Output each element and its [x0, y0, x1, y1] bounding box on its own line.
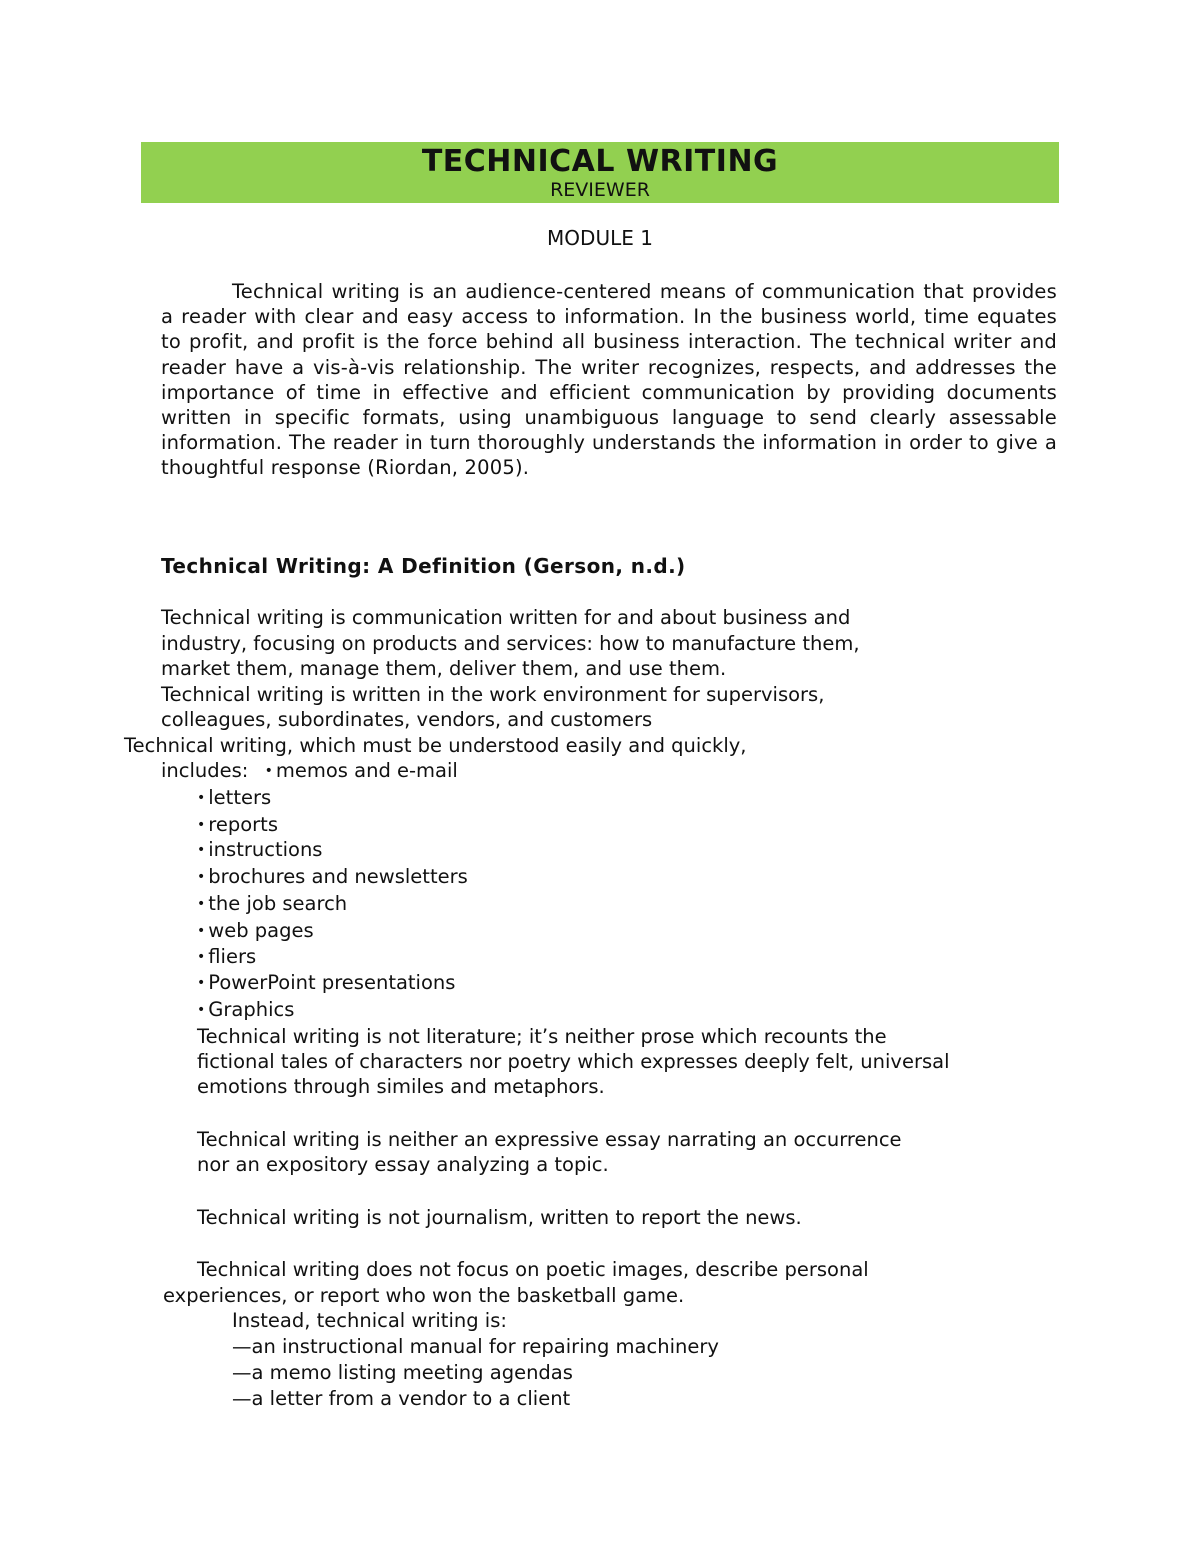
list-item [197, 997, 294, 1023]
list-item-text: PowerPoint presentations [208, 971, 456, 994]
instead-line: Instead, technical writing is: [232, 1309, 507, 1332]
list-item [197, 944, 256, 970]
definition-line: Technical writing, which must be understood easily and quickly, [124, 734, 747, 757]
includes-line [161, 758, 458, 784]
bullet-icon: • [197, 1002, 206, 1018]
bullet-icon: • [197, 842, 206, 858]
includes-label: includes: [161, 759, 249, 782]
list-item [197, 785, 271, 811]
definition-heading: Technical Writing: A Definition (Gerson, n.d.) [161, 554, 686, 578]
not-poetic-line: Technical writing does not focus on poetic images, describe personal [197, 1258, 869, 1281]
list-item [197, 812, 278, 838]
list-item-text: the job search [208, 892, 348, 915]
bullet-icon: • [197, 975, 206, 991]
list-item [197, 837, 322, 863]
list-item-text: brochures and newsletters [208, 865, 468, 888]
list-item-text: letters [208, 786, 272, 809]
list-item [197, 970, 455, 996]
definition-line: Technical writing is written in the work environment for supervisors, [161, 683, 825, 706]
list-item-text: Graphics [208, 998, 295, 1021]
bullet-icon: • [197, 817, 206, 833]
list-item-text: reports [208, 813, 278, 836]
instead-item: —a memo listing meeting agendas [232, 1361, 573, 1384]
bullet-icon: • [264, 763, 273, 779]
list-item: memos and e-mail [275, 759, 458, 782]
bullet-icon: • [197, 790, 206, 806]
not-literature-line: Technical writing is not literature; it’s neither prose which recounts the [197, 1025, 887, 1048]
instead-item: —a letter from a vendor to a client [232, 1387, 571, 1410]
not-poetic-line: experiences, or report who won the basketball game. [163, 1284, 685, 1307]
not-essay-line: nor an expository essay analyzing a topic. [197, 1153, 609, 1176]
not-literature-line: fictional tales of characters nor poetry which expresses deeply felt, universal [197, 1050, 950, 1073]
bullet-icon: • [197, 896, 206, 912]
instead-item: —an instructional manual for repairing machinery [232, 1335, 719, 1358]
document-title: TECHNICAL WRITING [421, 144, 779, 179]
list-item-text: fliers [208, 945, 257, 968]
bullet-icon: • [197, 869, 206, 885]
intro-paragraph: Technical writing is an audience-centered means of communication that provides a reader with clear and easy access to information. In the business world, time equates to profit, and profit is the force behind all business interaction. The technical writer and reader have a vis-à-vis relationship. The writer recognizes, respects, and addresses the importance of time in effective and efficient communication by providing documents written in specific formats, using unambiguous language to send clearly assessable information. The reader in turn thoroughly understands the information in order to give a thoughtful response (Riordan, 2005). [161, 280, 1057, 480]
list-item-text: instructions [208, 838, 323, 861]
definition-line: colleagues, subordinates, vendors, and customers [161, 708, 653, 731]
bullet-icon: • [197, 923, 206, 939]
title-banner [141, 142, 1059, 203]
definition-line: market them, manage them, deliver them, and use them. [161, 657, 727, 680]
list-item [197, 918, 314, 944]
document-subtitle: REVIEWER [550, 179, 650, 201]
not-essay-line: Technical writing is neither an expressive essay narrating an occurrence [197, 1128, 902, 1151]
list-item-text: web pages [208, 919, 314, 942]
definition-line: Technical writing is communication written for and about business and [161, 606, 851, 629]
not-journalism-line: Technical writing is not journalism, written to report the news. [197, 1206, 802, 1229]
list-item [197, 864, 468, 890]
definition-line: industry, focusing on products and services: how to manufacture them, [161, 632, 860, 655]
list-item [197, 891, 347, 917]
module-heading: MODULE 1 [547, 226, 653, 250]
bullet-icon: • [197, 949, 206, 965]
not-literature-line: emotions through similes and metaphors. [197, 1075, 605, 1098]
